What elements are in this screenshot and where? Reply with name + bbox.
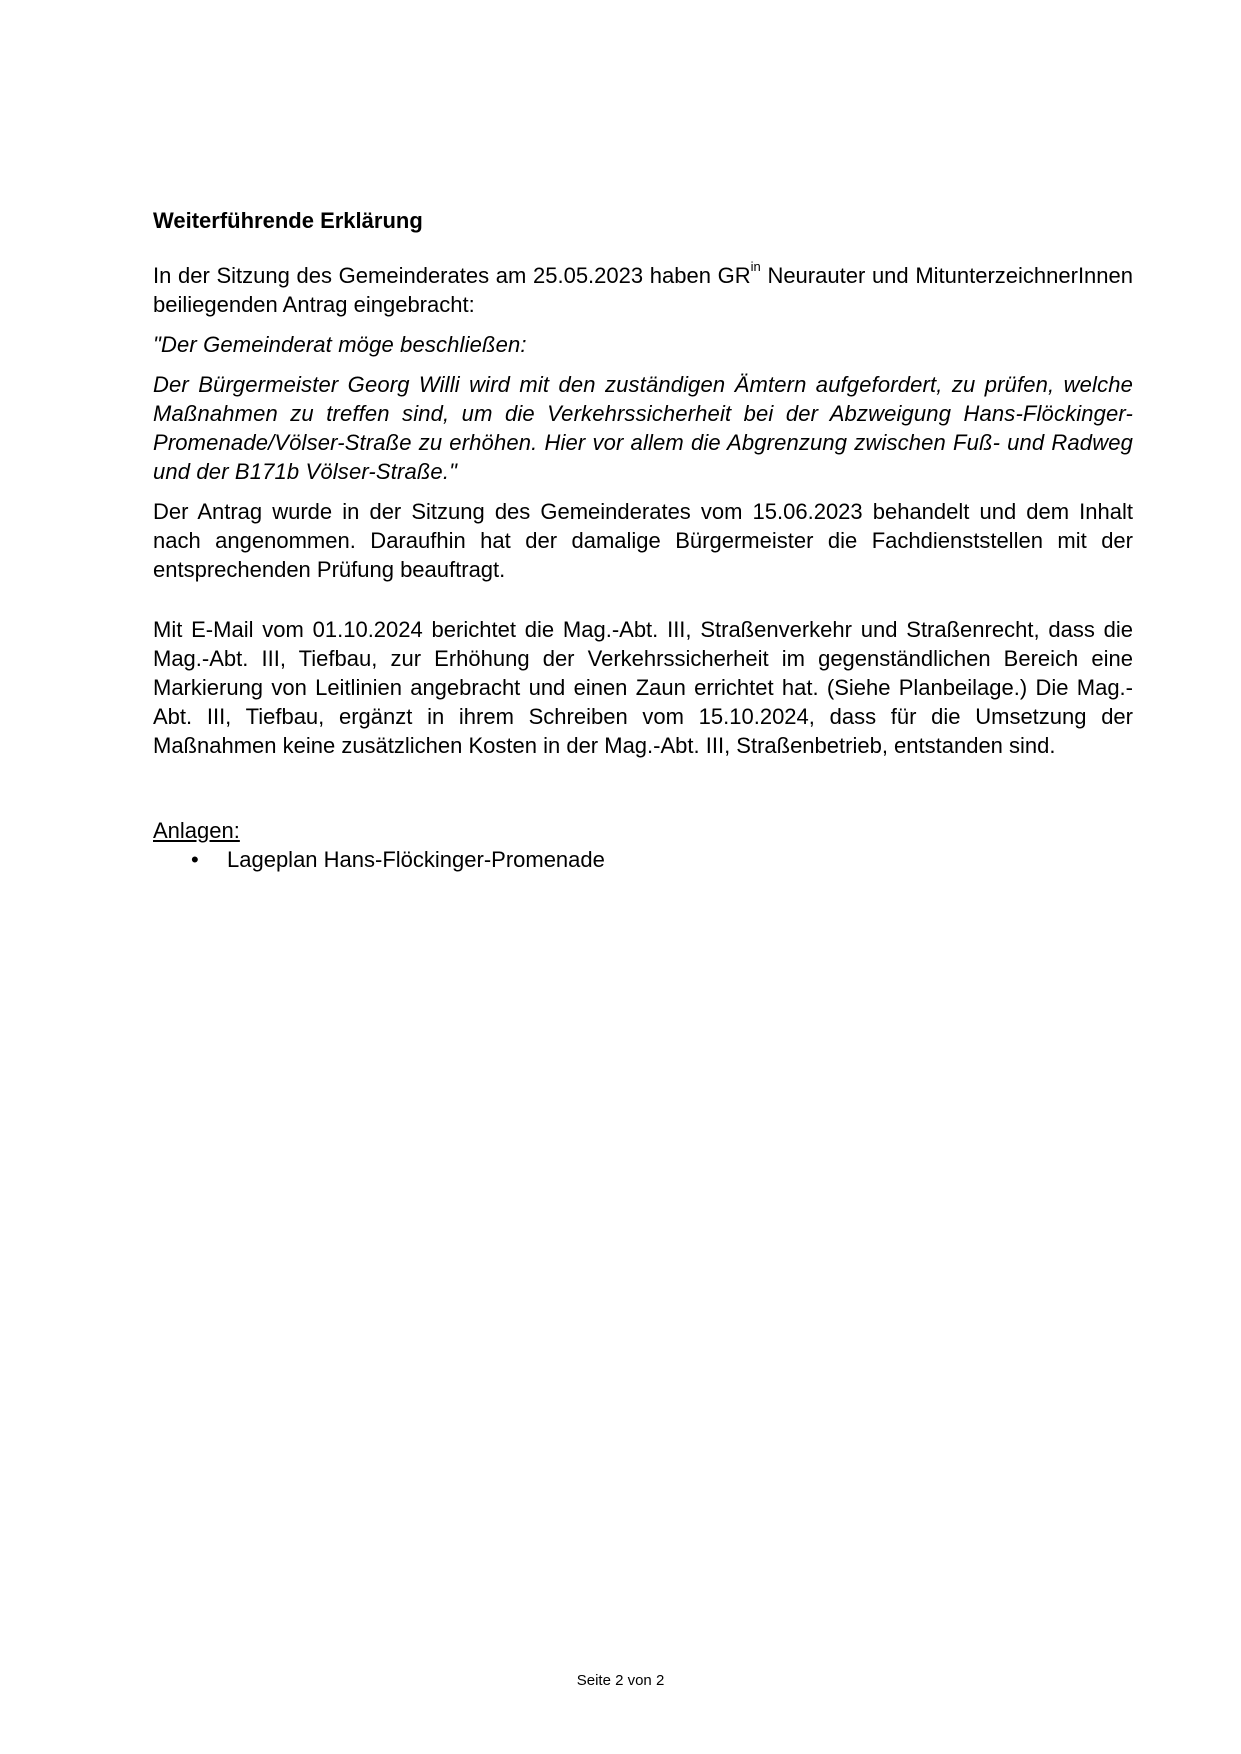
attachments-title: Anlagen: bbox=[153, 818, 240, 843]
bullet-icon: • bbox=[191, 847, 199, 872]
intro-text-end: Neurauter und MitunterzeichnerInnen beiliegenden Antrag eingebracht: bbox=[153, 263, 1133, 317]
document-body bbox=[153, 204, 1133, 874]
section-spacer bbox=[153, 760, 1133, 816]
paragraph-spacer bbox=[153, 584, 1133, 615]
quote-intro: "Der Gemeinderat möge beschließen: bbox=[153, 332, 527, 357]
attachment-item-label: Lageplan Hans-Flöckinger-Promenade bbox=[227, 847, 605, 872]
page-number-footer: Seite 2 von 2 bbox=[576, 1672, 665, 1689]
section-heading: Weiterführende Erklärung bbox=[153, 208, 423, 233]
intro-text-start: In der Sitzung des Gemeinderates am 25.05.2023 haben GR bbox=[153, 263, 751, 288]
attachment-item bbox=[153, 845, 1133, 874]
quote-body: Der Bürgermeister Georg Willi wird mit den zuständigen Ämtern aufgefordert, zu prüfen, welche Maßnahmen zu treffen sind, um die Verkehrssicherheit bei der Abzweigung Hans-Flöckinger-Promenade/Völser-Straße zu erhöhen. Hier vor allem die Abgrenzung zwischen Fuß- und Radweg und der B171b Völser-Straße." bbox=[153, 372, 1133, 484]
intro-paragraph bbox=[153, 258, 1133, 319]
superscript-in: in bbox=[750, 258, 761, 274]
report-paragraph: Mit E-Mail vom 01.10.2024 berichtet die Mag.-Abt. III, Straßenverkehr und Straßenrecht, dass die Mag.-Abt. III, Tiefbau, zur Erhöhung der Verkehrssicherheit im gegenständlichen Bereich eine Markierung von Leitlinien angebracht und einen Zaun errichtet hat. (Siehe Planbeilage.) Die Mag.-Abt. III, Tiefbau, ergänzt in ihrem Schreiben vom 15.10.2024, dass für die Umsetzung der Maßnahmen keine zusätzlichen Kosten in der Mag.-Abt. III, Straßenbetrieb, entstanden sind. bbox=[153, 617, 1133, 758]
attachments-list bbox=[153, 845, 1133, 874]
decision-paragraph: Der Antrag wurde in der Sitzung des Gemeinderates vom 15.06.2023 behandelt und dem Inhalt nach angenommen. Daraufhin hat der damalige Bürgermeister die Fachdienststellen mit der entsprechenden Prüfung beauftragt. bbox=[153, 499, 1133, 582]
